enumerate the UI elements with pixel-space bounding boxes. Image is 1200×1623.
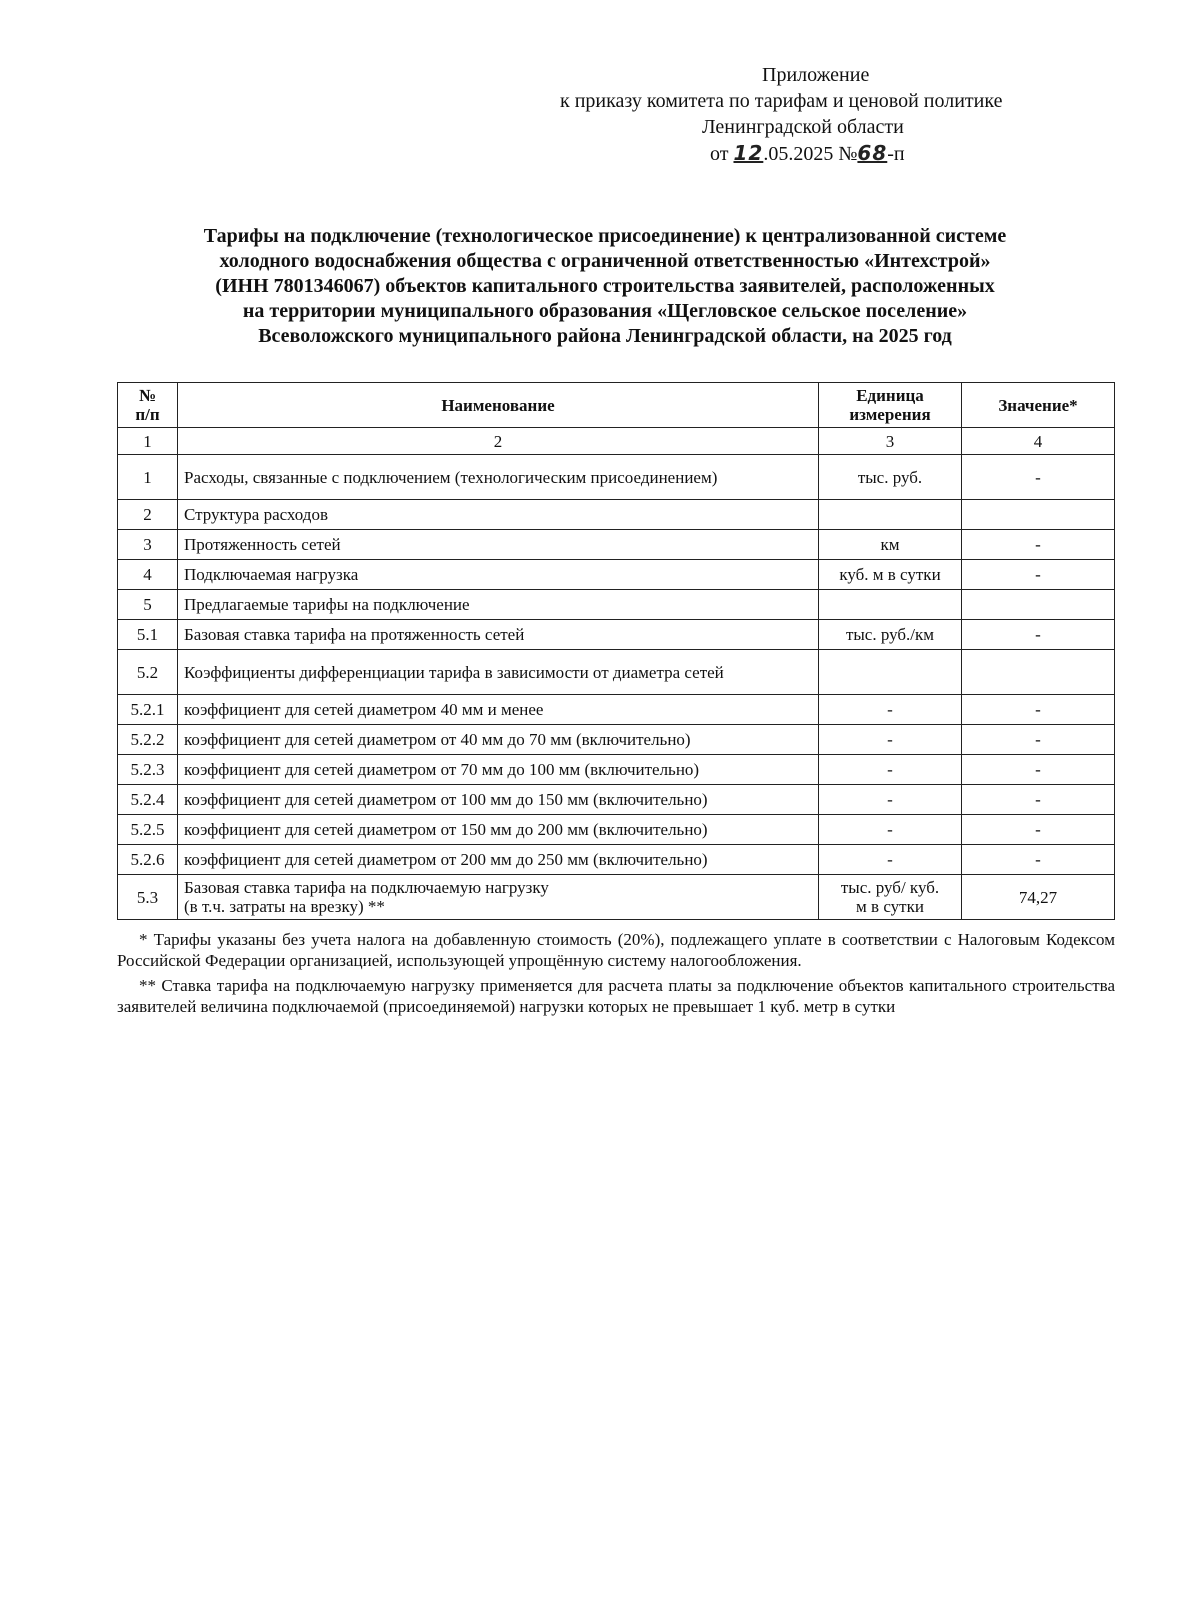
row-name: Коэффициенты дифференциации тарифа в зависимости от диаметра сетей: [178, 650, 819, 695]
row-unit-line-1: тыс. руб/ куб.: [840, 878, 940, 897]
row-name: коэффициент для сетей диаметром от 40 мм до 70 мм (включительно): [178, 725, 819, 755]
row-number: 5.2: [118, 650, 178, 695]
row-number: 5.2.2: [118, 725, 178, 755]
order-date-line: [500, 140, 1120, 167]
tariff-table: [117, 382, 1115, 920]
column-number: 2: [178, 428, 819, 455]
table-row: [118, 755, 1115, 785]
row-unit: [819, 590, 962, 620]
row-value: -: [962, 815, 1115, 845]
row-unit: [819, 500, 962, 530]
row-value: -: [962, 455, 1115, 500]
row-name: коэффициент для сетей диаметром от 200 мм до 250 мм (включительно): [178, 845, 819, 875]
row-unit: [819, 650, 962, 695]
header-name: Наименование: [178, 383, 819, 428]
row-value: [962, 590, 1115, 620]
row-value: -: [962, 560, 1115, 590]
row-name-line-2: (в т.ч. затраты на врезку) **: [184, 897, 385, 916]
order-suffix: -п: [887, 143, 905, 165]
column-number: 4: [962, 428, 1115, 455]
region-name: Ленинградской области: [702, 116, 904, 138]
row-value: [962, 500, 1115, 530]
order-reference: к приказу комитета по тарифам и ценовой политике: [560, 90, 1003, 112]
row-number: 5.1: [118, 620, 178, 650]
footnotes: [117, 929, 1115, 1021]
row-number: 5: [118, 590, 178, 620]
row-unit: куб. м в сутки: [819, 560, 962, 590]
row-number: 5.2.4: [118, 785, 178, 815]
row-value: [962, 650, 1115, 695]
row-name: коэффициент для сетей диаметром от 150 мм до 200 мм (включительно): [178, 815, 819, 845]
row-value: -: [962, 755, 1115, 785]
row-name: Структура расходов: [178, 500, 819, 530]
header-num: № п/п: [118, 383, 178, 428]
row-number: 2: [118, 500, 178, 530]
footnote-vat: * Тарифы указаны без учета налога на добавленную стоимость (20%), подлежащего уплате в соответствии с Налоговым Кодексом Российской Федерации организацией, использующей упрощённую систему налогообложения.: [117, 930, 1115, 970]
row-unit: -: [819, 845, 962, 875]
title-line-1: Тарифы на подключение (технологическое присоединение) к централизованной системе: [203, 225, 1007, 247]
table-row: [118, 725, 1115, 755]
row-number: 4: [118, 560, 178, 590]
table-row: [118, 590, 1115, 620]
row-name-line-1: Базовая ставка тарифа на подключаемую нагрузку: [184, 878, 549, 897]
header-unit: Единица измерения: [819, 383, 962, 428]
row-number: 5.3: [118, 875, 178, 920]
row-value: -: [962, 785, 1115, 815]
row-unit: -: [819, 695, 962, 725]
column-number: 3: [819, 428, 962, 455]
row-unit-line-2: м в сутки: [856, 897, 924, 916]
date-prefix: от: [710, 143, 734, 165]
table-row: [118, 875, 1115, 920]
row-name: коэффициент для сетей диаметром от 100 мм до 150 мм (включительно): [178, 785, 819, 815]
row-value: -: [962, 530, 1115, 560]
row-unit: тыс. руб./км: [819, 620, 962, 650]
table-row: [118, 650, 1115, 695]
row-value: -: [962, 725, 1115, 755]
row-value: -: [962, 695, 1115, 725]
title-line-4: на территории муниципального образования «Щегловское сельское поселение»: [242, 300, 968, 322]
row-name: коэффициент для сетей диаметром от 70 мм до 100 мм (включительно): [178, 755, 819, 785]
table-row: [118, 845, 1115, 875]
table-row: [118, 620, 1115, 650]
title-line-5: Всеволожского муниципального района Ленинградской области, на 2025 год: [258, 325, 952, 347]
row-name: [178, 875, 819, 920]
date-rest: .05.2025 №: [763, 143, 858, 165]
table-row: [118, 815, 1115, 845]
document-title: [110, 224, 1100, 349]
appendix-label: Приложение: [762, 64, 870, 86]
row-name: Расходы, связанные с подключением (технологическим присоединением): [178, 455, 819, 500]
table-row: [118, 695, 1115, 725]
row-name: Предлагаемые тарифы на подключение: [178, 590, 819, 620]
row-value: 74,27: [962, 875, 1115, 920]
row-name: Базовая ставка тарифа на протяженность сетей: [178, 620, 819, 650]
row-number: 5.2.3: [118, 755, 178, 785]
title-line-2: холодного водоснабжения общества с ограниченной ответственностью «Интехстрой»: [219, 250, 991, 272]
table-header-row: [118, 383, 1115, 428]
row-unit: -: [819, 725, 962, 755]
appendix-header: [500, 62, 1120, 167]
table-row: [118, 530, 1115, 560]
row-number: 5.2.5: [118, 815, 178, 845]
column-number: 1: [118, 428, 178, 455]
table-row: [118, 560, 1115, 590]
row-unit: -: [819, 785, 962, 815]
row-value: -: [962, 845, 1115, 875]
row-unit: тыс. руб.: [819, 455, 962, 500]
row-unit: [819, 875, 962, 920]
row-number: 3: [118, 530, 178, 560]
row-unit: -: [819, 815, 962, 845]
row-name: Подключаемая нагрузка: [178, 560, 819, 590]
row-name: коэффициент для сетей диаметром 40 мм и менее: [178, 695, 819, 725]
row-unit: км: [819, 530, 962, 560]
column-number-row: [118, 428, 1115, 455]
title-line-3: (ИНН 7801346067) объектов капитального строительства заявителей, расположенных: [215, 275, 995, 297]
row-number: 5.2.1: [118, 695, 178, 725]
footnote-load-rate: ** Ставка тарифа на подключаемую нагрузку применяется для расчета платы за подключение объектов капитального строительства заявителей величина подключаемой (присоединяемой) нагрузки которых не превышает 1 куб. метр в сутки: [117, 976, 1115, 1016]
table-row: [118, 455, 1115, 500]
handwritten-day: 12: [733, 141, 764, 165]
row-number: 5.2.6: [118, 845, 178, 875]
table-row: [118, 785, 1115, 815]
row-number: 1: [118, 455, 178, 500]
handwritten-order-number: 68: [857, 141, 888, 165]
row-name: Протяженность сетей: [178, 530, 819, 560]
table-row: [118, 500, 1115, 530]
row-unit: -: [819, 755, 962, 785]
row-value: -: [962, 620, 1115, 650]
header-value: Значение*: [962, 383, 1115, 428]
